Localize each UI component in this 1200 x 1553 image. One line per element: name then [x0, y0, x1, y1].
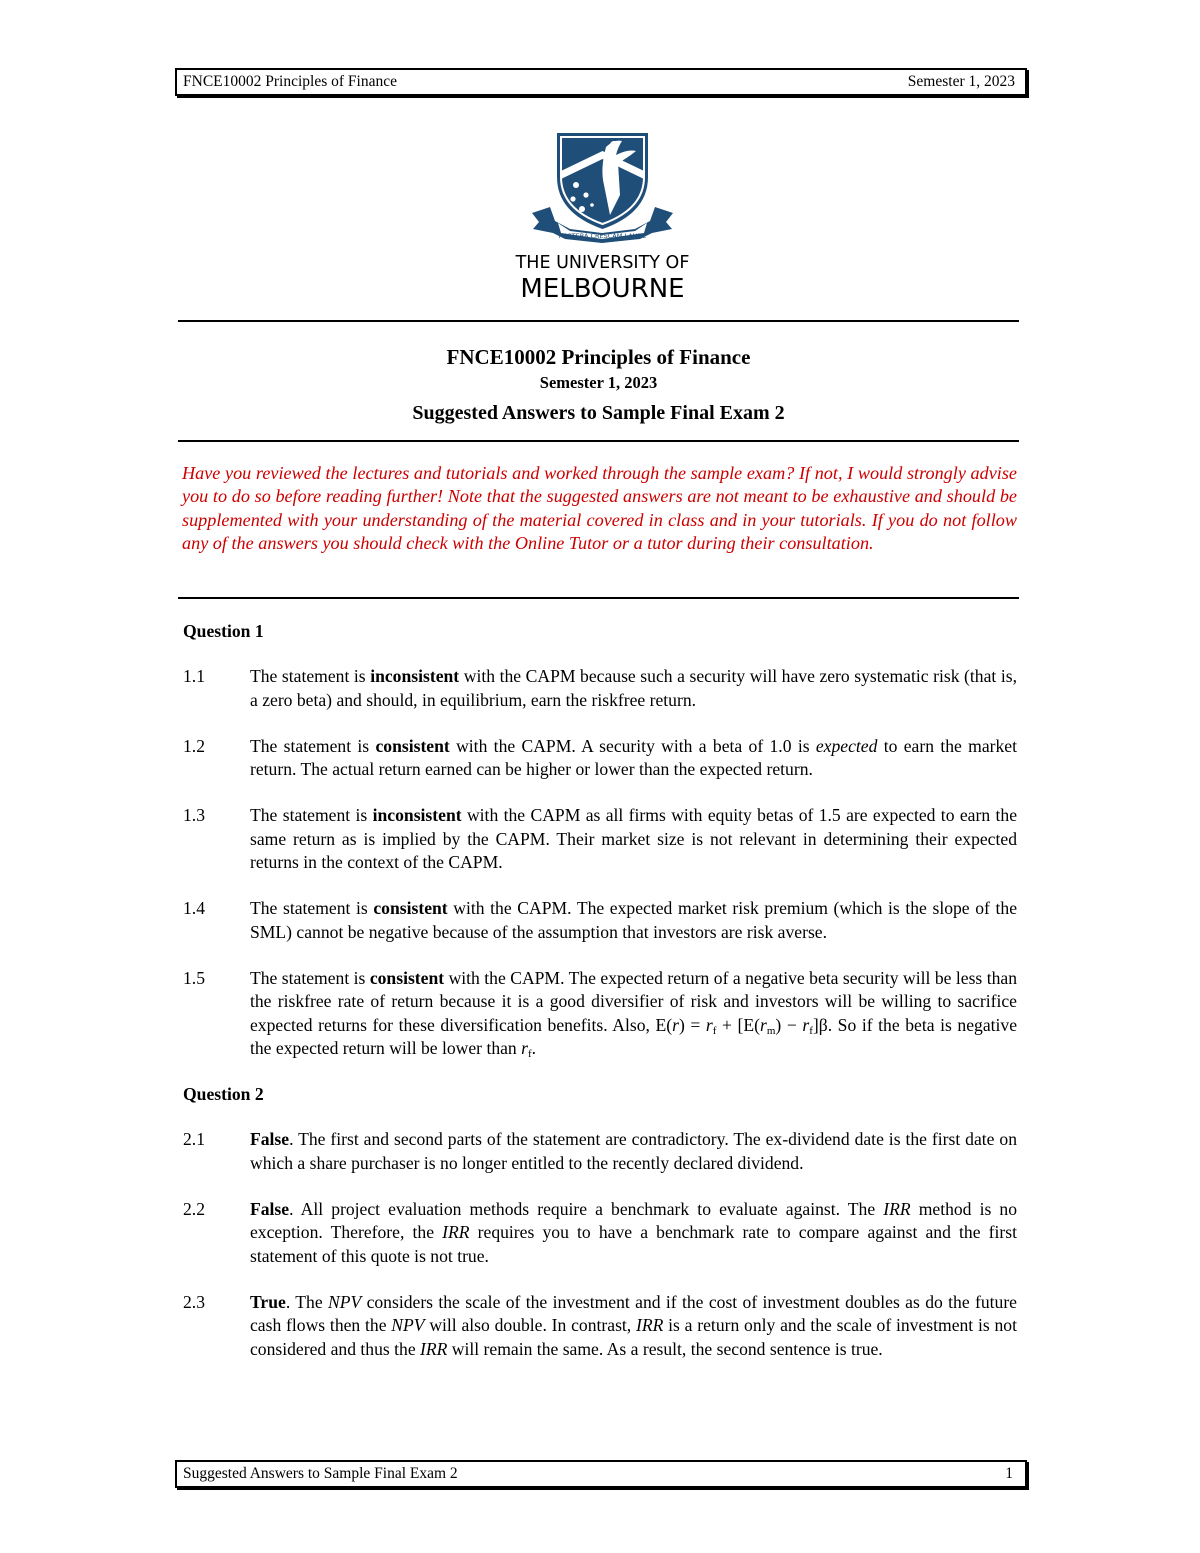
answer-number: 1.5 [183, 967, 205, 988]
answer-text: False. The first and second parts of the statement are contradictory. The ex-dividend date is the first date on which a share purchaser is no longer entitled to the recently declared dividend. [250, 1129, 1017, 1173]
answer-text: The statement is inconsistent with the CAPM as all firms with equity betas of 1.5 are expected to earn the same return as is implied by the CAPM. Their market size is not relevant in determining their expected returns in the context of the CAPM. [250, 805, 1017, 873]
capm-formula: $E(r) = r_f + [E(r_m) - r_f]\beta$ [655, 1014, 828, 1037]
answer-2-1 [183, 1128, 1017, 1175]
warning-note: Have you reviewed the lectures and tutorials and worked through the sample exam? If not, I would strongly advise you to do so before reading further! Note that the suggested answers are not meant to be exhaustive and should be supplemented with your understanding of the material covered in class and in your tutorials. If you do not follow any of the answers you should check with the Online Tutor or a tutor during their consultation. [182, 463, 1017, 553]
answer-text: The statement is consistent with the CAPM. The expected market risk premium (which is the slope of the SML) cannot be negative because of the assumption that investors are risk averse. [250, 898, 1018, 942]
answer-number: 1.3 [183, 805, 205, 826]
answer-1-3 [183, 804, 1017, 874]
page-number: 1 [1005, 1465, 1013, 1482]
answer-1-2 [183, 735, 1017, 782]
answer-text: True. The NPV considers the scale of the investment and if the cost of investment doubles as do the future cash flows then the NPV will also double. In contrast, IRR is a return only and the scale of investment is not considered and thus the IRR will remain the same. As a result, the second sentence is true. [250, 1291, 1017, 1359]
page-footer [175, 1460, 1027, 1488]
answer-text: The statement is inconsistent with the CAPM because such a security will have zero systematic risk (that is, a zero beta) and should, in equilibrium, earn the riskfree return. [250, 666, 1017, 710]
document-subtitle: Suggested Answers to Sample Final Exam 2 [412, 402, 785, 424]
answer-number: 1.1 [183, 666, 205, 687]
divider-after-warning [178, 597, 1019, 599]
title-block [178, 342, 1019, 430]
university-logo [510, 125, 695, 305]
answer-2-2 [183, 1198, 1017, 1268]
answer-2-3 [183, 1291, 1017, 1361]
page-header [175, 68, 1027, 96]
divider-after-title [178, 440, 1019, 442]
answer-text: The statement is consistent with the CAPM. A security with a beta of 1.0 is expected to earn the market return. The actual return earned can be higher or lower than the expected return. [250, 735, 1017, 780]
footer-title: Suggested Answers to Sample Final Exam 2 [183, 1465, 458, 1482]
question-1-heading: Question 1 [183, 621, 264, 641]
answer-1-5 [183, 967, 1017, 1060]
logo-line2: MELBOURNE [520, 274, 685, 304]
answer-1-1 [183, 665, 1017, 712]
answer-text: False. All project evaluation methods require a benchmark to evaluate against. The IRR method is no exception. Therefore, the IRR requires you to have a benchmark rate to compare against and the first statement of this quote is not true. [250, 1199, 1017, 1266]
divider-top [178, 320, 1019, 322]
header-semester: Semester 1, 2023 [907, 73, 1015, 90]
answer-text: The statement is consistent with the CAPM. The expected return of a negative beta security will be less than the riskfree rate of return because it is a good diversifier of risk and investors will be willing to sacrifice expected returns for these diversification benefits. Also, $E(r) = r_f + [E(r_m) - r_f]\beta$. So if the beta is negative the expected return will be lower than $r_f$. [250, 967, 1018, 1060]
answer-number: 1.4 [183, 898, 205, 919]
semester-title: Semester 1, 2023 [539, 373, 658, 392]
answers-content [183, 620, 1017, 1384]
header-course: FNCE10002 Principles of Finance [183, 73, 397, 90]
answer-number: 2.1 [183, 1129, 205, 1150]
answer-1-4 [183, 897, 1017, 944]
crest-icon [532, 133, 673, 243]
answer-number: 2.2 [183, 1199, 205, 1220]
logo-line1: THE UNIVERSITY OF [515, 253, 690, 273]
course-title: FNCE10002 Principles of Finance [446, 345, 751, 369]
question-2-heading: Question 2 [183, 1084, 264, 1105]
answer-number: 1.2 [183, 735, 205, 756]
answer-number: 2.3 [183, 1291, 205, 1312]
logo-motto: POSTERA CRESCAM LAUDE [558, 232, 647, 240]
